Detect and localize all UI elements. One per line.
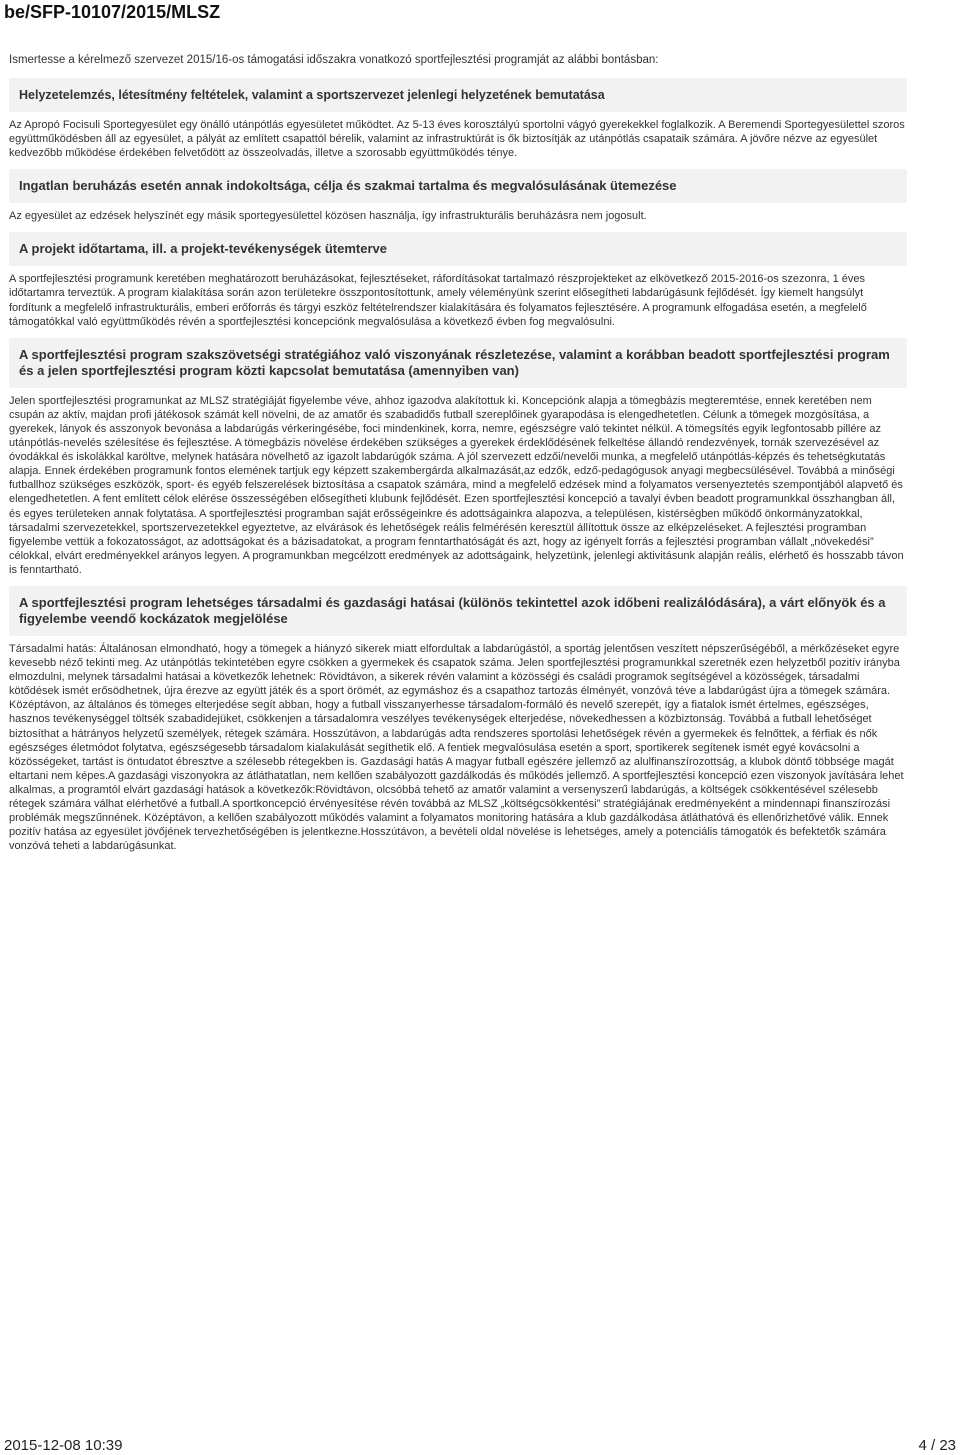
footer-timestamp: 2015-12-08 10:39	[4, 1437, 123, 1454]
section-body: Az Apropó Focisuli Sportegyesület egy önálló utánpótlás egyesületet működtet. Az 5-13 éves korosztályú sportolni vágyó gyerekekkel foglalkozik. A Beremendi Sportegyesülettel szoros együttműködésben áll az egyesület, a pályát az említett csapattól bérelik, valamint az infrastruktúrát is ők biztosítják az utánpótlás csapataik számára. A jövőre nézve az egyesület kedvezőbb működése érdekében felvetődött az összeolvadás, illetve a szorosabb együttműködés ténye.	[9, 119, 905, 160]
section-body: A sportfejlesztési programunk keretében meghatározott beruházásokat, fejlesztéseket, ráfordításokat tartalmazó részprojekteket az elkövetkező 2015-2016-os szezonra, 1 éves időtartamra terveztük. A program kialakítása során azon területekre összpontosítottunk, amely véleményünk szerint elősegítheti labdarúgásunk fejlődését. Így kiemelt hangsúlyt fordítunk a megfelelő infrastrukturális, emberi erőforrás és tárgyi eszköz feltételrendszer kialakítására és folyamatos fejlesztésére. A programunk elfogadása esetén, a megfelelő támogatókkal való együttműködés révén a sportfejlesztési koncepciónk megvalósulása a következő évben fog megvalósulni.	[9, 273, 867, 328]
section-body: Társadalmi hatás: Általánosan elmondható, hogy a tömegek a hiányzó sikerek miatt elfordultak a labdarúgástól, a sportág jelentősen veszített népszerűségéből, a mérkőzéseket egyre kevesebb néző tekinti meg. Az utánpótlás tekintetében egyre csökken a gyermekek és csapatok száma. Jelen sportfejlesztési programunkkal szeretnék ezen helyzetből pozitív irányba elmozdulni, melynek társadalmi hatásai a következők lehetnek: Rövidtávon, a sikerek révén valamint a közösségi és családi programok segítségével a közösségek, társadalmi kötődések ismét erősödhetnek, újra érezve az együtt játék és a sport örömét, az egymáshoz és a csapathoz tartozás élményét, vonzóvá téve a labdarúgást újra a tömegek számára. Középtávon, az általános és tömeges elterjedése segít abban, hogy a futball visszanyerhesse társadalom-formáló és nevelő szerepét, így a fiatalok ismét értelmes, egészséges, hasznos tevékenységgel töltsék szabadidejüket, csökkenjen a társadalomra veszélyes tevékenységek elterjedése, növekedhessen a közbiztonság. Továbbá a futball lehetőséget biztosíthat a hátrányos helyzetű személyek, rétegek számára. Hosszútávon, a labdarúgás adta rendszeres sportolási lehetőségek révén a gyermekek és felnőttek, a férfiak és nők egészséges életmódot folytatva, egészségesebb társadalom kialakulását segíthetik elő. A fentiek megvalósulása esetén a sport, sportikerek segítenek ismét egyé kovácsolni a közösségeket, tartást is öntudatot ébresztve a szélesebb rétegekben is. Gazdasági hatás A magyar futball egészére jellemző az alulfinanszírozottság, a klubok döntő többsége magát eltartani nem képes.A gazdasági viszonyokra az átláthatatlan, nem kellően szabályozott gazdálkodás és működés jellemző. A sportfejlesztési koncepció ezen viszonyok javítására lehet alkalmas, a programtól elvárt gazdasági hatások a következők:Rövidtávon, olcsóbbá tehető az amatőr valamint a versenyszerű labdarúgás, a költségek csökkentésével szélesebb rétegek számára válhat elérhetővé a futball.A sportkoncepció érvényesítése révén továbbá az MLSZ „költségcsökkentési” stratégiájának eredményeként a mindennapi finanszírozási problémák megszűnnének. Középtávon, a kellően szabályozott működés valamint a folyamatos monitoring hatására a klub gazdálkodása átláthatóvá és ellenőrizhetővé válik. Ennek pozitív hatása az egyesület jövőjének tervezhetőségében is jelentkezne.Hosszútávon, a bevételi oldal növelése is lehetséges, amely a potenciális támogatók és befektetők számára vonzóvá teheti a labdarúgásunkat.	[9, 642, 904, 853]
section-title: A sportfejlesztési program szakszövetségi stratégiához való viszonyának részletezése, valamint a korábban beadott sportfejlesztési program és a jelen sportfejlesztési program közti kapcsolat bemutatása (amennyiben van)	[9, 338, 907, 388]
document-id: be/SFP-10107/2015/MLSZ	[4, 2, 221, 22]
section-body: Jelen sportfejlesztési programunkat az MLSZ stratégiáját figyelembe véve, ahhoz igazodva alakítottuk ki. Koncepciónk alapja a tömegbázis megteremtése, ennek keretében nem csupán az aktív, majdan profi játékosok számát kell növelni, de az amatőr és szabadidős futball szereplőinek gyarapodása is elengedhetetlen. Célunk a tömegek mozgósítása, a gyerekek, lányok és asszonyok bevonása a labdarúgás vérkeringésébe, foci mindenkinek, korra, nemre, egészségre való tekintet nélkül. A tömegsítés egyik legfontosabb pillére az utánpótlás-nevelés szélesítése és fejlesztése. A tömegbázis növelése érdekében szükséges a gyerekek érdeklődésének felkeltése állandó rendezvények, tornák szervezésével az óvodákkal és iskolákkal karöltve, melynek hatására növelhető az igazolt labdarúgók száma. A jól szervezett edzői/nevelői munka, a megfelelő utánpótlás-képzés és tehetségkutatás alapja. Ennek érdekében programunk fontos elemének tartjuk egy képzett szakembergárda alkalmazását,az edzők, edző-pedagógusok anyagi megbecsülésével. Továbbá a minőségi futballhoz szükséges eszközök, sport- és egyéb felszerelések biztosítása a csapatok számára, mind a megfelelő edzések mind a folyamatos versenyeztetés szempontjából alapvető és elengedhetetlen. A fent említett célok elérése összességében elősegítheti klubunk fejlődését. Ezen sportfejlesztési koncepció a tavalyi évben beadott programunkkal összhangban áll, és egyes területeken annak folytatása. A sportfejlesztési programban saját erősségeinkre és adottságainkra alapozva, a településen, kistérségben működő önkormányzatokkal, társadalmi szervezetekkel, sportszervezetekkel egyeztetve, az elvárások és lehetőségek reális felmérésén keresztül állítottuk össze az elképzeléseket. A fejlesztési programban figyelembe vettük a fokozatosságot, az adottságokat és a bázisadatokat, a program fenntarthatóságát és azt, hogy az igényelt forrás a fejlesztési programban vállalt „növekedési” célokkal, elvárt eredményekkel arányos legyen. A programunkban megcélzott eredmények az adottságaink, helyzetünk, jelenlegi aktivitásunk alapján reális, elérhető és hosszabb távon is fenntartható.	[9, 394, 904, 576]
intro-text: Ismertesse a kérelmező szervezet 2015/16-os támogatási időszakra vonatkozó sportfejlesztési programját az alábbi bontásban:	[9, 54, 659, 66]
page-number: 4 / 23	[918, 1437, 956, 1454]
section-strategy-relation	[9, 338, 907, 577]
section-title: A projekt időtartama, ill. a projekt-tevékenységek ütemterve	[9, 232, 907, 266]
section-title: A sportfejlesztési program lehetséges társadalmi és gazdasági hatásai (különös tekintettel azok időbeni realizálódására), a várt előnyök és a figyelembe veendő kockázatok megjelölése	[9, 586, 907, 636]
section-situation-analysis	[9, 78, 907, 160]
section-title: Ingatlan beruházás esetén annak indokoltsága, célja és szakmai tartalma és megvalósulásának ütemezése	[9, 169, 907, 203]
section-title: Helyzetelemzés, létesítmény feltételek, valamint a sportszervezet jelenlegi helyzetének bemutatása	[9, 78, 907, 112]
section-body: Az egyesület az edzések helyszínét egy másik sportegyesülettel közösen használja, így infrastrukturális beruházásra nem jogosult.	[9, 210, 647, 223]
document-content	[9, 78, 907, 862]
section-social-economic-impact	[9, 586, 907, 853]
section-real-estate-investment	[9, 169, 907, 223]
section-project-schedule	[9, 232, 907, 328]
